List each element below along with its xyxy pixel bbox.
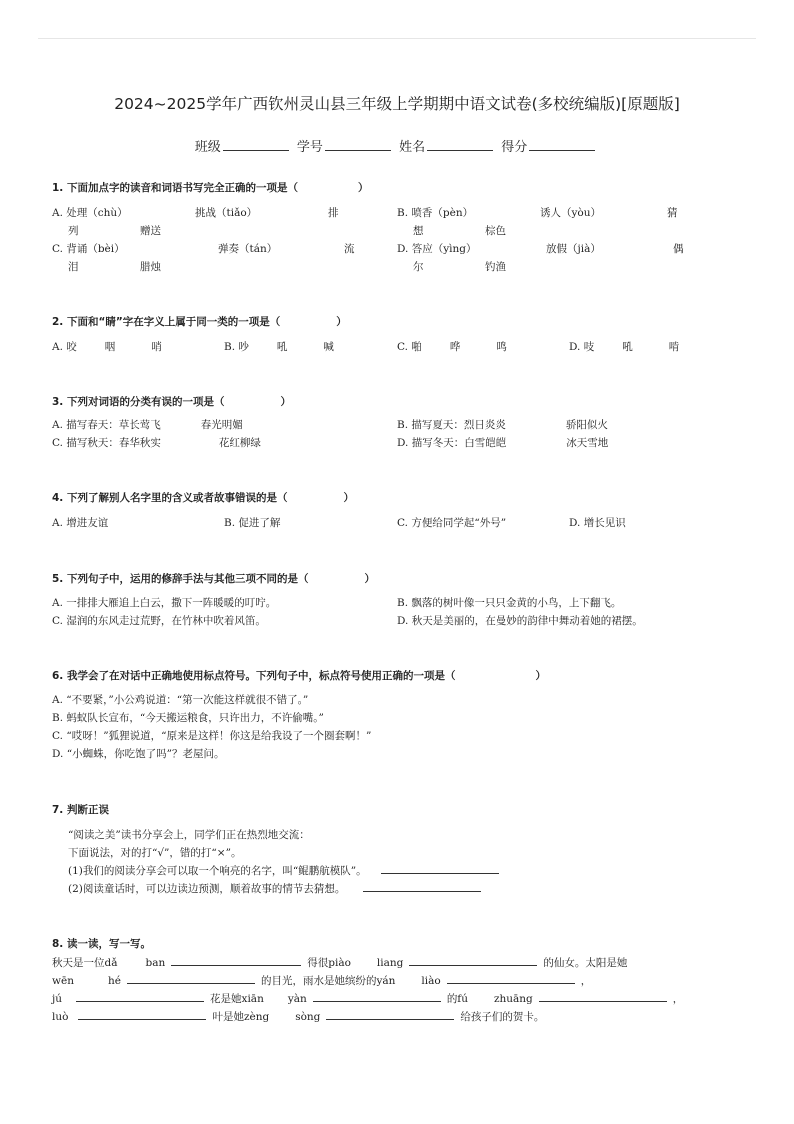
question-6	[52, 668, 546, 683]
top-divider	[38, 38, 756, 39]
option-b[interactable]: B. 促进了解	[224, 517, 281, 529]
option-text: 喊	[323, 341, 334, 353]
option-text: 赠送	[140, 225, 161, 237]
answer-blank[interactable]	[363, 880, 481, 892]
answer-blank[interactable]	[381, 862, 499, 874]
fill-row-3	[52, 990, 683, 1006]
answer-blank[interactable]	[326, 1008, 454, 1020]
option-text: 诱人（yòu）	[540, 207, 602, 219]
question-paren: ）	[336, 316, 347, 328]
option-text: 鸣	[496, 341, 507, 353]
option-text: 挑战（tiǎo）	[195, 207, 258, 219]
option-b[interactable]: B. 蚂蚁队长宣布，“今天搬运粮食，只许出力，不许偷嘴。”	[52, 712, 324, 724]
option-a[interactable]	[52, 416, 243, 434]
class-field[interactable]	[223, 138, 289, 151]
answer-blank[interactable]	[539, 990, 667, 1002]
number-label: 学号	[296, 140, 323, 155]
fill-row-4	[52, 1008, 544, 1024]
option-text: A. 描写春天：草长莺飞	[52, 419, 161, 431]
option-text: B. 描写夏天：烈日炎炎	[397, 419, 506, 431]
fill-text: 的仙女。太阳是她	[543, 957, 628, 969]
option-text: 吼	[622, 341, 633, 353]
option-a[interactable]	[52, 204, 128, 222]
pinyin: jú	[52, 993, 63, 1005]
question-stem: 5. 下列句子中，运用的修辞手法与其他三项不同的是（	[52, 573, 309, 585]
question-2	[52, 314, 347, 329]
question-stem: 6. 我学会了在对话中正确地使用标点符号。下列句子中，标点符号使用正确的一项是（	[52, 670, 456, 682]
option-c[interactable]	[52, 434, 261, 452]
option-text: 花红柳绿	[218, 437, 261, 449]
question-stem: 3. 下列对词语的分类有误的一项是（	[52, 396, 225, 408]
option-d[interactable]	[397, 240, 477, 258]
score-label: 得分	[501, 140, 528, 155]
question-text: “阅读之美”读书分享会上，同学们正在热烈地交流：	[68, 829, 310, 841]
question-5	[52, 571, 375, 586]
option-text: 尔	[413, 261, 424, 273]
student-info	[0, 136, 794, 155]
question-7: 7. 判断正误	[52, 804, 109, 816]
fill-row-1	[52, 954, 627, 970]
option-text: 弹奏（tán）	[218, 243, 278, 255]
statement-1	[68, 862, 499, 880]
question-stem: 2. 下面和“睛”字在字义上属于同一类的一项是（	[52, 316, 281, 328]
question-stem: 1. 下面加点字的读音和词语书写完全正确的一项是（	[52, 182, 298, 194]
option-d[interactable]	[397, 434, 608, 452]
option-text: 吼	[276, 341, 288, 353]
answer-blank[interactable]	[313, 990, 441, 1002]
pinyin: wēn	[52, 975, 74, 987]
pinyin: zhuāng	[493, 993, 533, 1005]
question-paren: ）	[280, 396, 291, 408]
option-text: 哨	[151, 341, 162, 353]
question-text: 下面说法，对的打“√”，错的打“×”。	[68, 847, 242, 859]
option-text: 骄阳似火	[565, 419, 608, 431]
pinyin: luò	[52, 1011, 69, 1023]
pinyin: liào	[421, 975, 441, 987]
fill-text: 花是她xiān	[210, 993, 264, 1005]
option-d[interactable]: D. “小蜘蛛，你吃饱了吗”？老屋问。	[52, 748, 225, 760]
fill-text: 给孩子们的贺卡。	[460, 1011, 545, 1023]
option-text: C. 描写秋天：春华秋实	[52, 437, 161, 449]
option-text: 啃	[668, 341, 680, 353]
option-a[interactable]	[52, 338, 162, 356]
option-text: D. 答应（yìng）	[397, 243, 477, 255]
option-text: 钓渔	[485, 261, 506, 273]
answer-blank[interactable]	[447, 972, 575, 984]
fill-text: 的fú	[446, 993, 468, 1005]
name-field[interactable]	[427, 138, 493, 151]
pinyin: hé	[107, 975, 121, 987]
option-text: B. 喷香（pèn）	[397, 207, 474, 219]
pinyin: ban	[145, 957, 166, 969]
option-c[interactable]: C. 方便给同学起“外号”	[397, 517, 507, 529]
statement-text: (1)我们的阅读分享会可以取一个响亮的名字，叫“鲲鹏航模队”。	[68, 865, 367, 877]
option-text: 放假（jià）	[546, 243, 601, 255]
option-a[interactable]: A. 一排排大雁追上白云，撒下一阵暖暖的叮咛。	[52, 597, 277, 609]
question-3	[52, 394, 291, 409]
pinyin: sòng	[295, 1011, 321, 1023]
number-field[interactable]	[325, 138, 391, 151]
option-text: 冰天雪地	[566, 437, 609, 449]
option-text: D. 吱	[569, 341, 595, 353]
page-title: 2024~2025学年广西钦州灵山县三年级上学期期中语文试卷(多校统编版)[原题版]	[114, 95, 680, 113]
answer-blank[interactable]	[171, 954, 301, 966]
option-text: 腊烛	[140, 261, 161, 273]
fill-text: ，	[672, 993, 684, 1005]
answer-blank[interactable]	[78, 1008, 206, 1020]
question-paren: ）	[357, 182, 369, 194]
option-b[interactable]	[397, 416, 608, 434]
pinyin: yàn	[287, 993, 307, 1005]
option-text: 春光明媚	[200, 419, 243, 431]
answer-blank[interactable]	[409, 954, 537, 966]
class-label: 班级	[194, 140, 221, 155]
option-text: C. 背诵（bèi）	[52, 243, 125, 255]
question-paren: ）	[343, 492, 354, 504]
statement-2	[68, 880, 481, 898]
option-text: 偶	[673, 243, 684, 255]
option-text: 列	[68, 225, 79, 237]
score-field[interactable]	[529, 138, 595, 151]
option-text: A. 咬	[52, 341, 77, 353]
question-4	[52, 490, 354, 505]
option-text: A. 处理（chù）	[52, 207, 128, 219]
name-label: 姓名	[399, 140, 426, 155]
option-d[interactable]: D. 秋天是美丽的，在曼妙的韵律中舞动着她的裙摆。	[397, 615, 643, 627]
option-b[interactable]	[397, 204, 473, 222]
answer-blank[interactable]	[127, 972, 255, 984]
pinyin: liang	[376, 957, 404, 969]
option-b[interactable]: B. 飘落的树叶像一只只金黄的小鸟，上下翻飞。	[397, 597, 622, 609]
option-text: 想	[413, 225, 424, 237]
option-text: C. 啪	[397, 341, 422, 353]
question-stem: 4. 下列了解别人名字里的含义或者故事错误的是（	[52, 492, 288, 504]
option-text: 排	[328, 207, 339, 219]
option-d[interactable]: D. 增长见识	[569, 517, 626, 529]
option-text: 哗	[449, 341, 461, 353]
option-a[interactable]: A. “不要紧，”小公鸡说道：“第一次能这样就很不错了。”	[52, 694, 309, 706]
answer-blank[interactable]	[76, 990, 204, 1002]
question-paren: ）	[364, 573, 375, 585]
option-c[interactable]: C. “哎呀！”狐狸说道，“原来是这样！你这是给我设了一个圈套啊！”	[52, 730, 372, 742]
option-text: B. 吵	[224, 341, 249, 353]
fill-text: 叶是她zèng	[212, 1011, 270, 1023]
option-d[interactable]	[569, 338, 679, 356]
option-text: 咽	[104, 341, 116, 353]
option-text: 棕色	[485, 225, 506, 237]
option-a[interactable]: A. 增进友谊	[52, 517, 109, 529]
question-8: 8. 读一读，写一写。	[52, 938, 151, 950]
option-text: 猜	[667, 207, 678, 219]
fill-row-2	[52, 972, 591, 988]
fill-text: 的目光，雨水是她缤纷的yán	[260, 975, 396, 987]
option-text: D. 描写冬天：白雪皑皑	[397, 437, 507, 449]
option-b[interactable]	[224, 338, 334, 356]
option-text: 流	[344, 243, 355, 255]
option-c[interactable]: C. 湿润的东风走过荒野，在竹林中吹着风笛。	[52, 615, 266, 627]
fill-text: 得很piào	[307, 957, 351, 969]
fill-text: 秋天是一位dǎ	[52, 957, 118, 969]
option-c[interactable]	[52, 240, 125, 258]
option-text: 泪	[68, 261, 79, 273]
fill-text: ，	[580, 975, 592, 987]
statement-text: (2)阅读童话时，可以边读边预测，顺着故事的情节去猜想。	[68, 883, 346, 895]
question-1	[52, 180, 368, 195]
option-c[interactable]	[397, 338, 507, 356]
question-paren: ）	[535, 670, 546, 682]
